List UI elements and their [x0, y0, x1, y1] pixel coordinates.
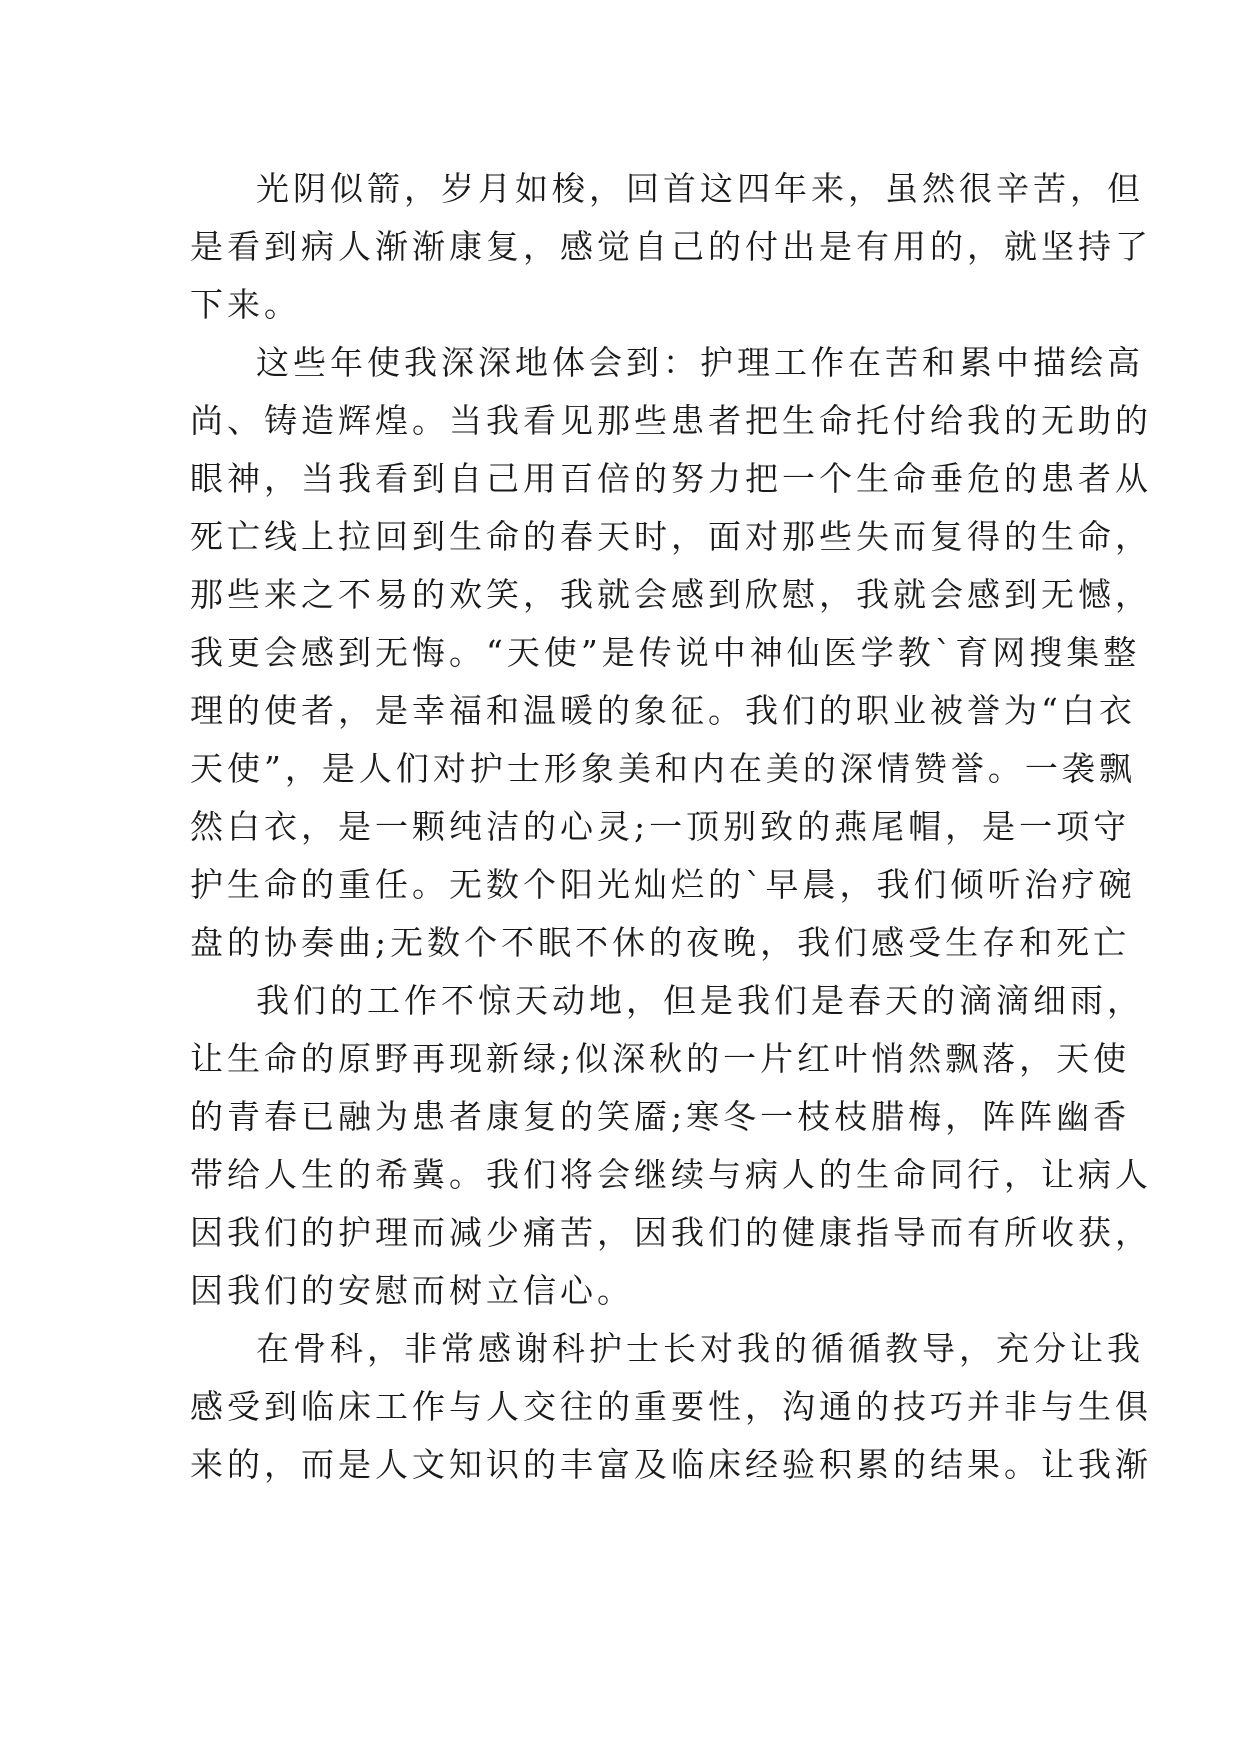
text-line: 护生命的重任。无数个阳光灿烂的`早晨，我们倾听治疗碗 [190, 865, 1136, 904]
text-line: 是看到病人渐渐康复，感觉自己的付出是有用的，就坚持了 [190, 227, 1152, 266]
text-line: 在骨科，非常感谢科护士长对我的循循教导，充分让我 [256, 1329, 1144, 1368]
text-line: 那些来之不易的欢笑，我就会感到欣慰，我就会感到无憾， [190, 575, 1152, 614]
text-line: 尚、铸造辉煌。当我看见那些患者把生命托付给我的无助的 [190, 401, 1152, 440]
text-line: 这些年使我深深地体会到：护理工作在苦和累中描绘高 [256, 343, 1144, 382]
paragraph-1 [190, 160, 1152, 334]
text-line: 眼神，当我看到自己用百倍的努力把一个生命垂危的患者从 [190, 459, 1152, 498]
text-line: 然白衣，是一颗纯洁的心灵;一顶别致的燕尾帽，是一项守 [190, 807, 1131, 846]
paragraph-3 [190, 972, 1152, 1320]
text-line: 理的使者，是幸福和温暖的象征。我们的职业被誉为“白衣 [190, 691, 1136, 730]
text-line: 因我们的安慰而树立信心。 [190, 1271, 634, 1310]
text-line: 带给人生的希冀。我们将会继续与病人的生命同行，让病人 [190, 1155, 1152, 1194]
text-line: 感受到临床工作与人交往的重要性，沟通的技巧并非与生俱 [190, 1387, 1152, 1426]
text-line: 的青春已融为患者康复的笑靥;寒冬一枝枝腊梅，阵阵幽香 [190, 1097, 1131, 1136]
paragraph-2 [190, 334, 1152, 972]
paragraph-4 [190, 1320, 1152, 1494]
text-line: 我们的工作不惊天动地，但是我们是春天的滴滴细雨， [256, 981, 1144, 1020]
text-line: 来的，而是人文知识的丰富及临床经验积累的结果。让我渐 [190, 1445, 1152, 1484]
text-line: 天使”，是人们对护士形象美和内在美的深情赞誉。一袭飘 [190, 749, 1136, 788]
text-line: 让生命的原野再现新绿;似深秋的一片红叶悄然飘落，天使 [190, 1039, 1131, 1078]
text-line: 盘的协奏曲;无数个不眠不休的夜晚，我们感受生存和死亡 [190, 923, 1131, 962]
text-line: 光阴似箭，岁月如梭，回首这四年来，虽然很辛苦，但 [256, 169, 1144, 208]
text-line: 我更会感到无悔。“天使”是传说中神仙医学教`育网搜集整 [190, 633, 1141, 672]
document-body [190, 160, 1152, 1494]
text-line: 死亡线上拉回到生命的春天时，面对那些失而复得的生命， [190, 517, 1152, 556]
text-line: 因我们的护理而减少痛苦，因我们的健康指导而有所收获， [190, 1213, 1152, 1252]
text-line: 下来。 [190, 285, 301, 324]
